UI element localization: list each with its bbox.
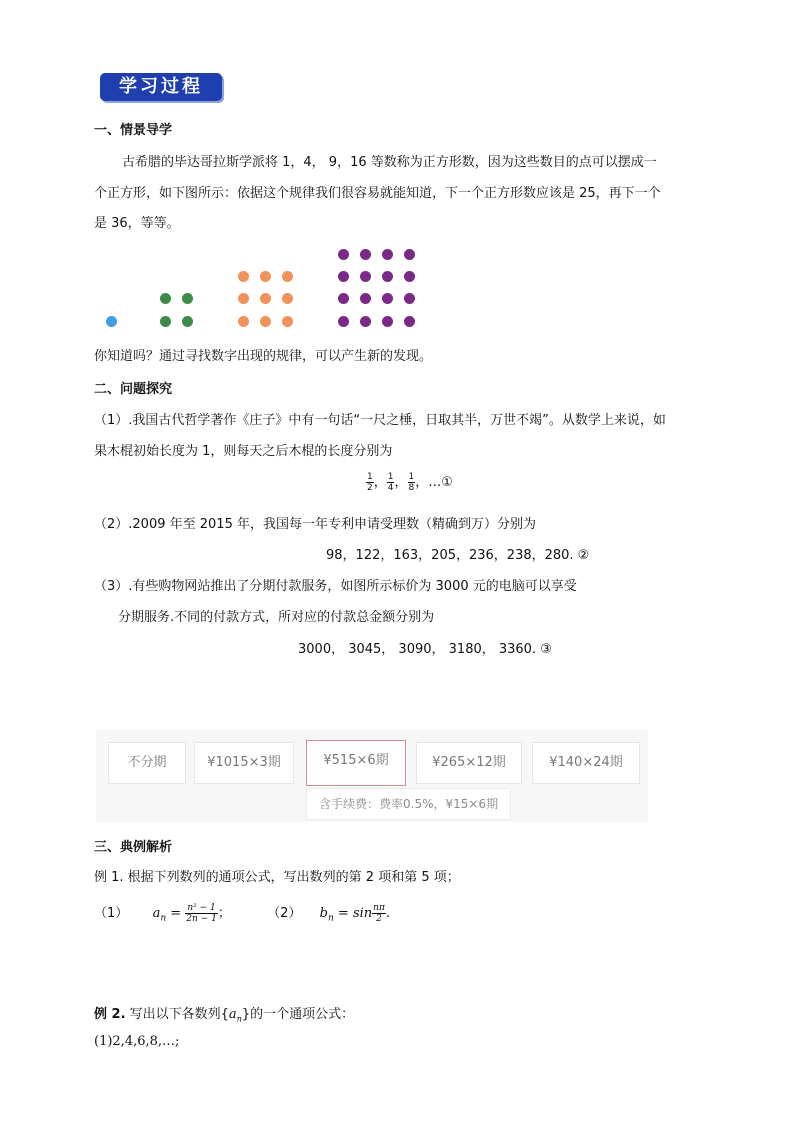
- intro-paragraph-line1: 古希腊的毕达哥拉斯学派将 1，4， 9，16 等数称为正方形数，因为这些数目的点可以摆成一: [122, 155, 657, 170]
- formula-end: .: [385, 906, 391, 921]
- intro-paragraph-line2: 个正方形，如下图所示：依据这个规律我们很容易就能知道，下一个正方形数应该是 25，再下一个: [94, 186, 661, 201]
- example1-line: 例 1. 根据下列数列的通项公式，写出数列的第 2 项和第 5 项；: [94, 870, 460, 885]
- dot-sixteen: [404, 293, 415, 304]
- part2-label: （2）: [267, 906, 302, 921]
- fraction-denominator: 4: [387, 483, 394, 493]
- part1-label: （1）: [94, 906, 129, 921]
- fraction-numerator: n² − 1: [185, 903, 218, 914]
- dot-sixteen: [338, 271, 349, 282]
- option-3-months[interactable]: ¥1015×3期: [194, 742, 294, 784]
- intro-paragraph-line3: 是 36，等等。: [94, 216, 180, 231]
- installment-options-image: [96, 730, 648, 822]
- payment-sequence: 3000， 3045， 3090， 3180， 3360. ③: [298, 642, 552, 657]
- dot-nine: [260, 293, 271, 304]
- dot-sixteen: [338, 316, 349, 327]
- patent-sequence: 98，122，163，205，236，238，280. ②: [326, 548, 590, 563]
- formula-b-fraction: [372, 903, 386, 924]
- formula-a-subscript: n: [160, 913, 167, 924]
- banner-title: 学习过程: [119, 76, 203, 97]
- fraction-half: [366, 472, 374, 493]
- dot-sixteen: [338, 293, 349, 304]
- dot-four: [160, 293, 171, 304]
- equals-sign: =: [166, 906, 186, 921]
- dot-nine: [282, 293, 293, 304]
- square-number-figure: [94, 242, 430, 334]
- section2-heading: 二、问题探究: [94, 382, 173, 397]
- dot-sixteen: [360, 249, 371, 260]
- problem1-line1: （1）.我国古代哲学著作《庄子》中有一句话“一尺之棰，日取其半，万世不竭”。从数学上来说，如: [94, 413, 666, 428]
- dot-nine: [260, 271, 271, 282]
- fee-note: 含手续费：费率0.5%，¥15×6期: [306, 788, 511, 820]
- section-banner: [100, 73, 222, 101]
- dot-sixteen: [382, 271, 393, 282]
- section3-heading: 三、典例解析: [94, 840, 173, 855]
- example2-label: 例 2.: [94, 1007, 126, 1022]
- option-6-months-selected[interactable]: ¥515×6期: [306, 740, 406, 786]
- example2-text-post: }的一个通项公式：: [241, 1007, 355, 1022]
- sequence-variable: a: [228, 1007, 237, 1022]
- dot-sixteen: [360, 271, 371, 282]
- dot-nine: [238, 316, 249, 327]
- dot-nine: [238, 271, 249, 282]
- dot-sixteen: [338, 249, 349, 260]
- example2-item1: (1)2,4,6,8,…;: [94, 1034, 180, 1049]
- example1-formulas: [94, 902, 390, 924]
- dot-four: [182, 316, 193, 327]
- fraction-denominator: 2: [367, 483, 373, 493]
- dot-sixteen: [404, 271, 415, 282]
- option-no-installment[interactable]: 不分期: [108, 742, 186, 784]
- option-24-months[interactable]: ¥140×24期: [532, 742, 640, 784]
- sequence-subscript: n: [236, 1014, 242, 1024]
- dot-sixteen: [382, 249, 393, 260]
- problem3-line2: 分期服务.不同的付款方式，所对应的付款总金额分别为: [118, 610, 435, 625]
- problem2-line: （2）.2009 年至 2015 年，我国每一年专利申请受理数（精确到万）分别为: [94, 517, 536, 532]
- dot-sixteen: [360, 293, 371, 304]
- fraction-denominator: 8: [408, 483, 415, 493]
- formula-a: a: [152, 906, 161, 921]
- formula-end: ；: [217, 906, 231, 921]
- fraction-numerator: 1: [387, 472, 394, 482]
- fraction-denominator: 2: [376, 914, 382, 924]
- dot-nine: [238, 293, 249, 304]
- formula-b-subscript: n: [328, 913, 334, 924]
- fraction-denominator: 2n − 1: [186, 914, 217, 924]
- sequence-fractions: [366, 471, 453, 493]
- problem1-line2: 果木棍初始长度为 1，则每天之后木棍的长度分别为: [94, 444, 393, 459]
- section1-heading: 一、情景导学: [94, 123, 173, 138]
- sequence-tail: ，…①: [415, 475, 453, 490]
- dot-one: [106, 316, 117, 327]
- closing-question: 你知道吗？通过寻找数字出现的规律，可以产生新的发现。: [94, 349, 433, 364]
- formula-b: b: [319, 906, 328, 921]
- dot-sixteen: [382, 316, 393, 327]
- dot-sixteen: [404, 316, 415, 327]
- dot-nine: [282, 316, 293, 327]
- example2-text-pre: 写出以下各数列{: [125, 1007, 229, 1022]
- dot-four: [182, 293, 193, 304]
- dot-sixteen: [360, 316, 371, 327]
- sin-expression: = sin: [333, 906, 373, 921]
- fraction-numerator: 1: [408, 472, 415, 482]
- fraction-numerator: 1: [367, 472, 373, 482]
- example2-line: [94, 1003, 354, 1024]
- option-12-months[interactable]: ¥265×12期: [416, 742, 522, 784]
- separator: ，: [394, 475, 408, 490]
- separator: ，: [373, 475, 387, 490]
- dot-nine: [260, 316, 271, 327]
- dot-four: [160, 316, 171, 327]
- problem3-line1: （3）.有些购物网站推出了分期付款服务，如图所示标价为 3000 元的电脑可以享受: [94, 579, 577, 594]
- fraction-numerator: nπ: [373, 903, 385, 913]
- dot-sixteen: [382, 293, 393, 304]
- dot-sixteen: [404, 249, 415, 260]
- dot-nine: [282, 271, 293, 282]
- formula-a-fraction: [185, 903, 218, 924]
